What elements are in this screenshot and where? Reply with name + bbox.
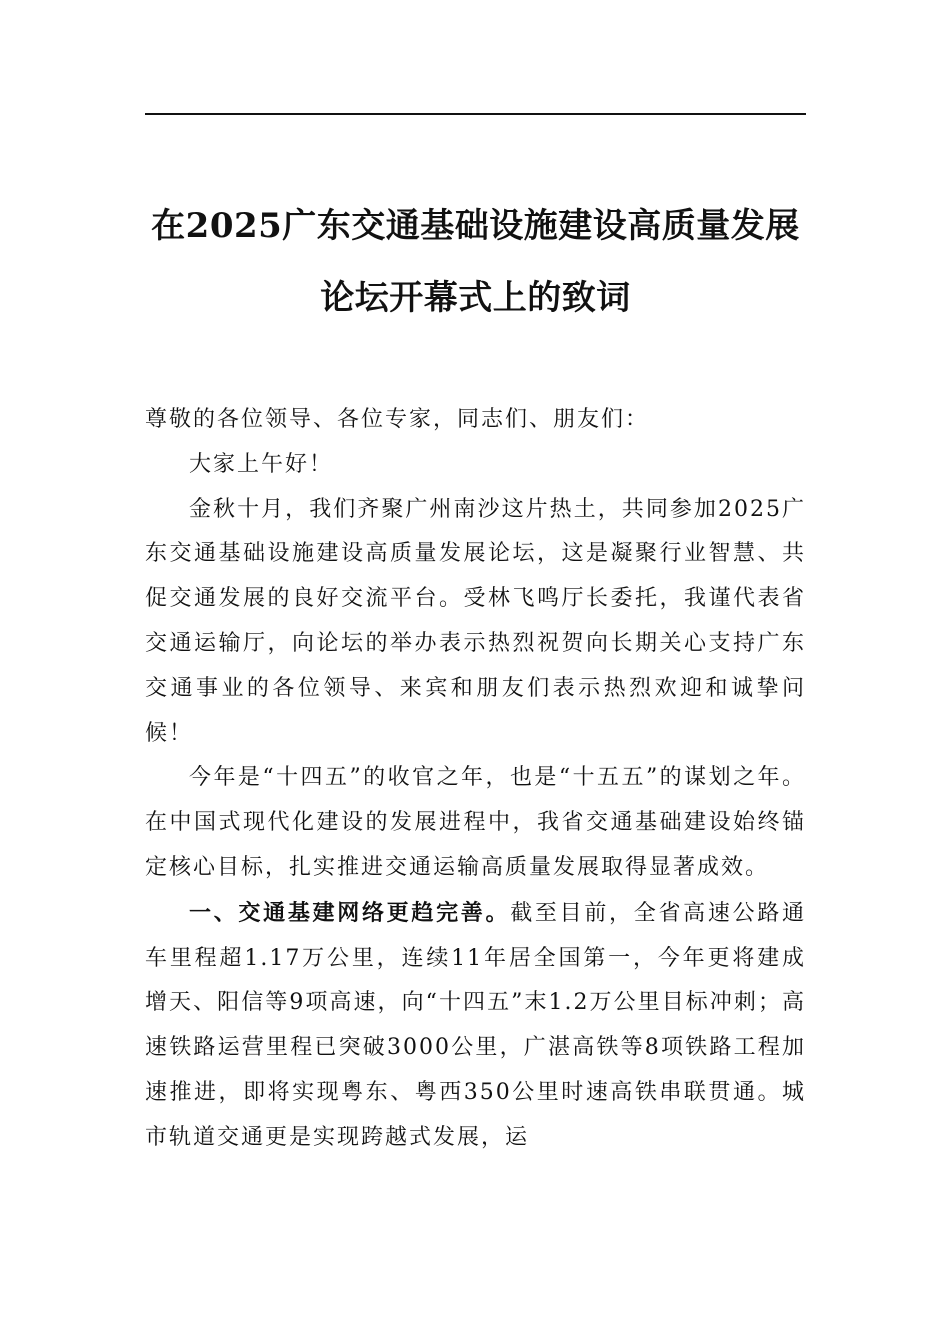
- salutation: 尊敬的各位领导、各位专家，同志们、朋友们：: [145, 407, 650, 432]
- paragraph-2: 今年是“十四五”的收官之年，也是“十五五”的谋划之年。在中国式现代化建设的发展进程中，我省交通基础建设始终锚定核心目标，扎实推进交通运输高质量发展取得显著成效。: [145, 765, 806, 880]
- document-title: [145, 190, 806, 334]
- paragraph-3: [145, 891, 806, 1161]
- document-body: [145, 398, 806, 1161]
- header-rule: [145, 113, 806, 115]
- greeting: 大家上午好！: [189, 451, 334, 477]
- title-line-2: 论坛开幕式上的致词: [320, 278, 631, 318]
- section-heading: 一、交通基建网络更趋完善。: [189, 899, 511, 926]
- title-line-1: 在2025广东交通基础设施建设高质量发展: [151, 206, 800, 246]
- paragraph-1: 金秋十月，我们齐聚广州南沙这片热土，共同参加2025广东交通基础设施建设高质量发展论坛，这是凝聚行业智慧、共促交通发展的良好交流平台。受林飞鸣厅长委托，我谨代表省交通运输厅，向论坛的举办表示热烈祝贺向长期关心支持广东交通事业的各位领导、来宾和朋友们表示热烈欢迎和诚挚问候！: [145, 496, 806, 746]
- paragraph-3-text: 截至目前，全省高速公路通车里程超1.17万公里，连续11年居全国第一，今年更将建成增天、阳信等9项高速，向“十四五”末1.2万公里目标冲刺；高速铁路运营里程已突破3000公里，广湛高铁等8项铁路工程加速推进，即将实现粤东、粤西350公里时速高铁串联贯通。城市轨道交通更是实现跨越式发展，运: [145, 900, 806, 1150]
